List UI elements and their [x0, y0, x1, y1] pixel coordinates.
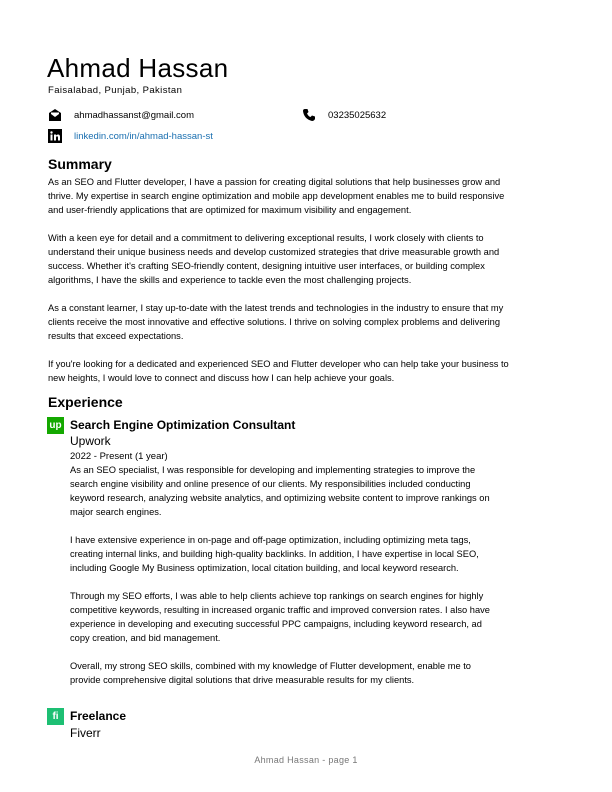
email-text[interactable]: ahmadhassanst@gmail.com: [74, 109, 195, 121]
text-line: provide comprehensive digital solutions that drive measurable results for my clients.: [70, 675, 415, 685]
text-line: algorithms, I have the skills and experience to tackle even the most challenging projects.: [48, 275, 412, 285]
job-title: Freelance: [70, 709, 127, 723]
text-line: [70, 519, 490, 533]
text-line: including Google My Business optimization, local citation building, and local keyword research.: [70, 563, 459, 573]
phone-contact: [302, 108, 386, 122]
text-line: understand their unique business needs and develop customized strategies that drive measurable growth and: [48, 247, 500, 257]
text-line: creating internal links, and building high-quality backlinks. In addition, I have expertise in local SEO,: [70, 549, 479, 559]
text-line: [48, 287, 509, 301]
text-line: experience in developing and executing successful PPC campaigns, including keyword research, ad: [70, 619, 482, 629]
upwork-logo-icon: up: [47, 417, 64, 434]
text-line: keyword research, analyzing website analytics, and optimizing website content to improve rankings on: [70, 493, 490, 503]
job-company: Upwork: [70, 434, 111, 448]
text-line: [48, 343, 509, 357]
text-line: and user-friendly applications that are optimized for maximum visibility and engagement.: [48, 205, 412, 215]
text-line: search engine visibility and online presence of our clients. My responsibilities included conducting: [70, 479, 471, 489]
fiverr-logo-icon: fi: [47, 708, 64, 725]
text-line: I have extensive experience in on-page and off-page optimization, including optimizing meta tags,: [70, 535, 471, 545]
text-line: If you're looking for a dedicated and experienced SEO and Flutter developer who can help take your business to: [48, 359, 509, 369]
text-line: results that exceed expectations.: [48, 331, 184, 341]
text-line: As a constant learner, I stay up-to-date with the latest trends and technologies in the industry to ensure that my: [48, 303, 504, 313]
text-line: competitive keywords, resulting in increased organic traffic and improved conversion rates. I also have: [70, 605, 490, 615]
text-line: thrive. My expertise in search engine optimization and mobile app development enables me to build responsive: [48, 191, 505, 201]
linkedin-icon: [48, 129, 62, 143]
text-line: success. Whether it's crafting SEO-friendly content, designing intuitive user interfaces, or building complex: [48, 261, 485, 271]
text-line: copy creation, and bid management.: [70, 633, 221, 643]
text-line: clients receive the most innovative and effective solutions. I thrive on solving complex problems and delivering: [48, 317, 500, 327]
text-line: With a keen eye for detail and a commitment to delivering exceptional results, I work closely with clients to: [48, 233, 484, 243]
email-contact: [48, 108, 194, 122]
summary-heading: Summary: [48, 156, 112, 172]
phone-text: 03235025632: [328, 109, 387, 121]
page-footer: Ahmad Hassan - page 1: [254, 755, 358, 765]
text-line: As an SEO specialist, I was responsible for developing and implementing strategies to improve the: [70, 465, 476, 475]
text-line: major search engines.: [70, 507, 162, 517]
text-line: [70, 575, 490, 589]
envelope-icon: [48, 108, 62, 122]
linkedin-link[interactable]: linkedin.com/in/ahmad-hassan-st: [74, 130, 213, 142]
candidate-name: Ahmad Hassan: [47, 53, 229, 83]
text-line: Overall, my strong SEO skills, combined with my knowledge of Flutter development, enable me to: [70, 661, 471, 671]
text-line: As an SEO and Flutter developer, I have a passion for creating digital solutions that help businesses grow and: [48, 177, 501, 187]
text-line: [70, 645, 490, 659]
job-title: Search Engine Optimization Consultant: [70, 418, 296, 432]
experience-heading: Experience: [48, 394, 123, 410]
location: Faisalabad, Punjab, Pakistan: [48, 85, 183, 96]
job-dates: 2022 - Present (1 year): [70, 451, 168, 462]
text-line: [48, 217, 509, 231]
linkedin-contact: [48, 129, 213, 143]
text-line: Through my SEO efforts, I was able to help clients achieve top rankings on search engines for highly: [70, 591, 484, 601]
summary-text: [48, 175, 509, 385]
job-description: [70, 463, 490, 687]
phone-icon: [302, 108, 316, 122]
text-line: new heights, I would love to connect and discuss how I can help achieve your goals.: [48, 373, 395, 383]
job-company: Fiverr: [70, 726, 101, 740]
